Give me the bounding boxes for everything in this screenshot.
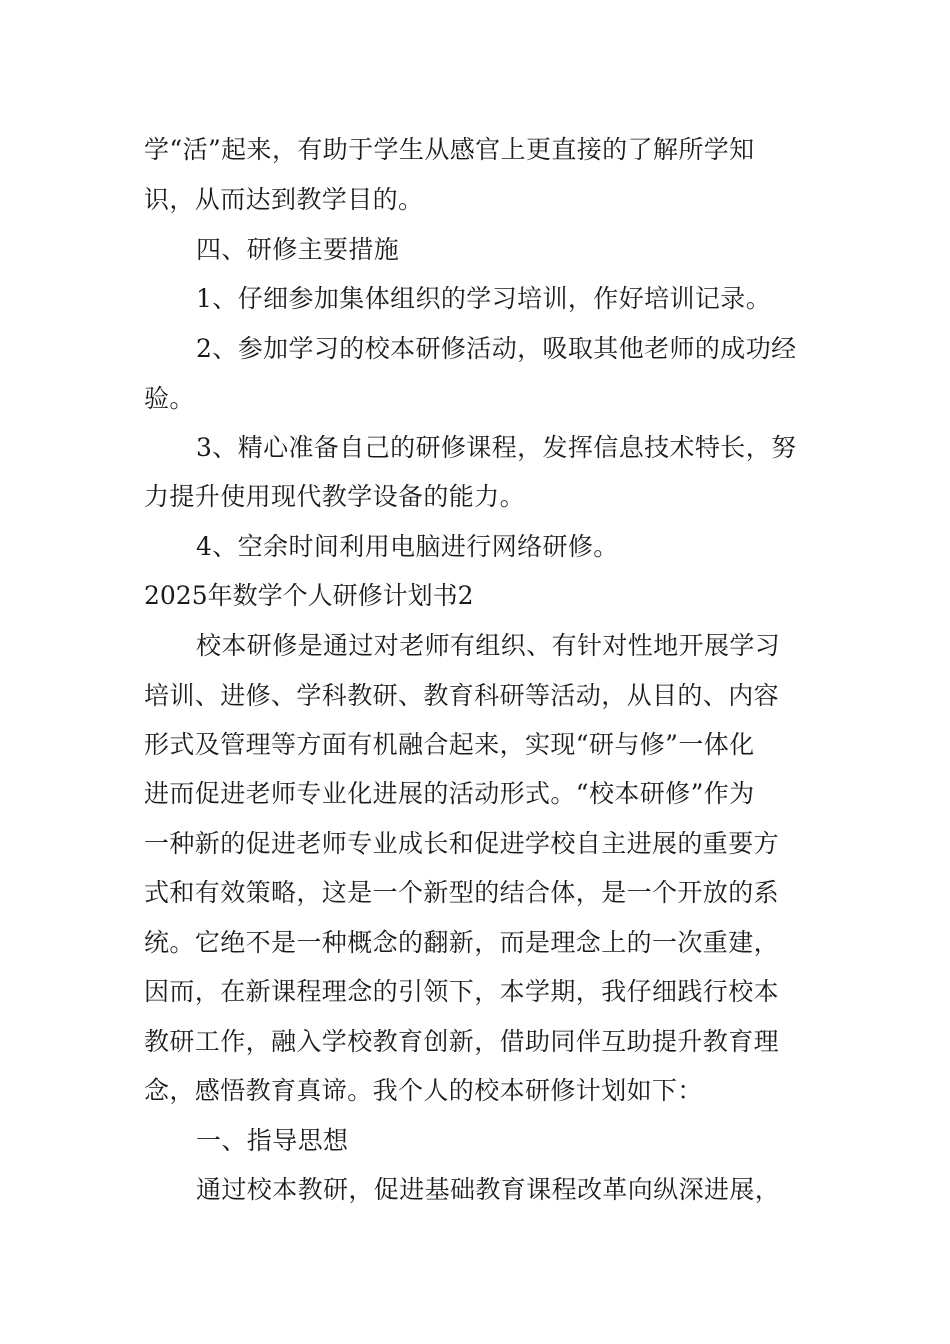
body-line: 一种新的促进老师专业成长和促进学校自主进展的重要方	[144, 829, 780, 858]
section-heading: 一、指导思想	[196, 1126, 349, 1155]
section-heading: 四、研修主要措施	[196, 235, 400, 264]
list-item: 3、精心准备自己的研修课程，发挥信息技术特长，努	[196, 433, 797, 462]
body-line: 进而促进老师专业化进展的活动形式。“校本研修”作为	[144, 779, 755, 808]
document-title: 2025年数学个人研修计划书2	[144, 581, 474, 610]
body-line: 统。它绝不是一种概念的翻新，而是理念上的一次重建，	[144, 928, 780, 957]
body-line: 力提升使用现代教学设备的能力。	[144, 482, 526, 511]
body-line: 验。	[144, 384, 195, 413]
body-line: 因而，在新课程理念的引领下，本学期，我仔细践行校本	[144, 977, 780, 1006]
body-line: 学“活”起来，有助于学生从感官上更直接的了解所学知	[144, 135, 755, 164]
list-item: 2、参加学习的校本研修活动，吸取其他老师的成功经	[196, 334, 797, 363]
body-line: 式和有效策略，这是一个新型的结合体，是一个开放的系	[144, 878, 780, 907]
body-line: 形式及管理等方面有机融合起来，实现“研与修”一体化	[144, 730, 755, 759]
list-item: 4、空余时间利用电脑进行网络研修。	[196, 532, 619, 561]
body-line: 通过校本教研，促进基础教育课程改革向纵深进展，	[196, 1175, 781, 1204]
body-line: 校本研修是通过对老师有组织、有针对性地开展学习	[196, 631, 781, 660]
body-line: 培训、进修、学科教研、教育科研等活动，从目的、内容	[144, 681, 780, 710]
body-line: 识，从而达到教学目的。	[144, 185, 424, 214]
body-line: 教研工作，融入学校教育创新，借助同伴互助提升教育理	[144, 1027, 780, 1056]
body-line: 念，感悟教育真谛。我个人的校本研修计划如下：	[144, 1076, 703, 1105]
list-item: 1、仔细参加集体组织的学习培训，作好培训记录。	[196, 284, 772, 313]
